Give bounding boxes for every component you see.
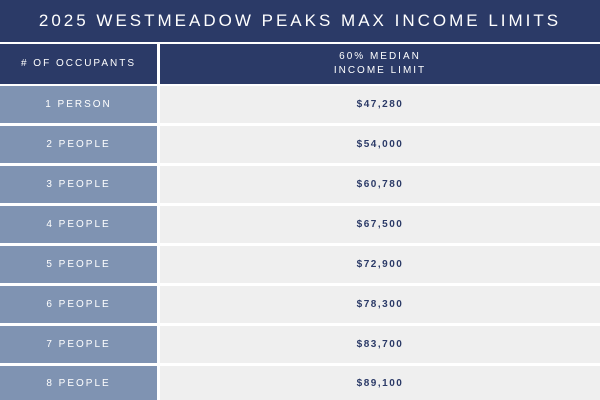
row-label-1 — [0, 86, 157, 123]
row-label-4 — [0, 206, 157, 243]
occupants-cell: 4 PEOPLE — [46, 219, 111, 230]
income-limit-cell: $83,700 — [356, 339, 404, 350]
row-value-5 — [160, 246, 600, 283]
income-limit-cell: $78,300 — [356, 299, 404, 310]
row-value-2 — [160, 126, 600, 163]
header-occupants-label: # OF OCCUPANTS — [20, 58, 137, 69]
occupants-cell: 8 PEOPLE — [46, 377, 111, 389]
occupants-cell: 3 PEOPLE — [46, 179, 111, 190]
row-value-4 — [160, 206, 600, 243]
header-limit-line2: INCOME LIMIT — [333, 65, 427, 76]
occupants-cell: 2 PEOPLE — [46, 139, 111, 150]
header-limit-line1: 60% MEDIAN — [339, 51, 421, 62]
page-title: 2025 WESTMEADOW PEAKS MAX INCOME LIMITS — [38, 11, 562, 30]
occupants-cell: 1 PERSON — [45, 99, 112, 110]
occupants-cell: 5 PEOPLE — [46, 259, 111, 270]
income-limit-cell: $72,900 — [356, 259, 404, 270]
row-value-8 — [160, 366, 600, 400]
occupants-cell: 6 PEOPLE — [46, 299, 111, 310]
row-label-7 — [0, 326, 157, 363]
row-label-3 — [0, 166, 157, 203]
row-value-6 — [160, 286, 600, 323]
income-limit-cell: $67,500 — [356, 219, 404, 230]
row-value-1 — [160, 86, 600, 123]
income-limit-cell: $54,000 — [356, 139, 404, 150]
row-label-2 — [0, 126, 157, 163]
row-label-8 — [0, 366, 157, 400]
income-limit-cell: $47,280 — [356, 99, 404, 110]
row-value-7 — [160, 326, 600, 363]
row-label-5 — [0, 246, 157, 283]
row-value-3 — [160, 166, 600, 203]
title-bar — [0, 0, 600, 42]
header-income-limit — [160, 44, 600, 84]
row-label-6 — [0, 286, 157, 323]
header-occupants — [0, 44, 157, 84]
income-limit-cell: $60,780 — [356, 179, 404, 190]
occupants-cell: 7 PEOPLE — [46, 339, 111, 350]
income-limit-cell: $89,100 — [356, 377, 404, 389]
